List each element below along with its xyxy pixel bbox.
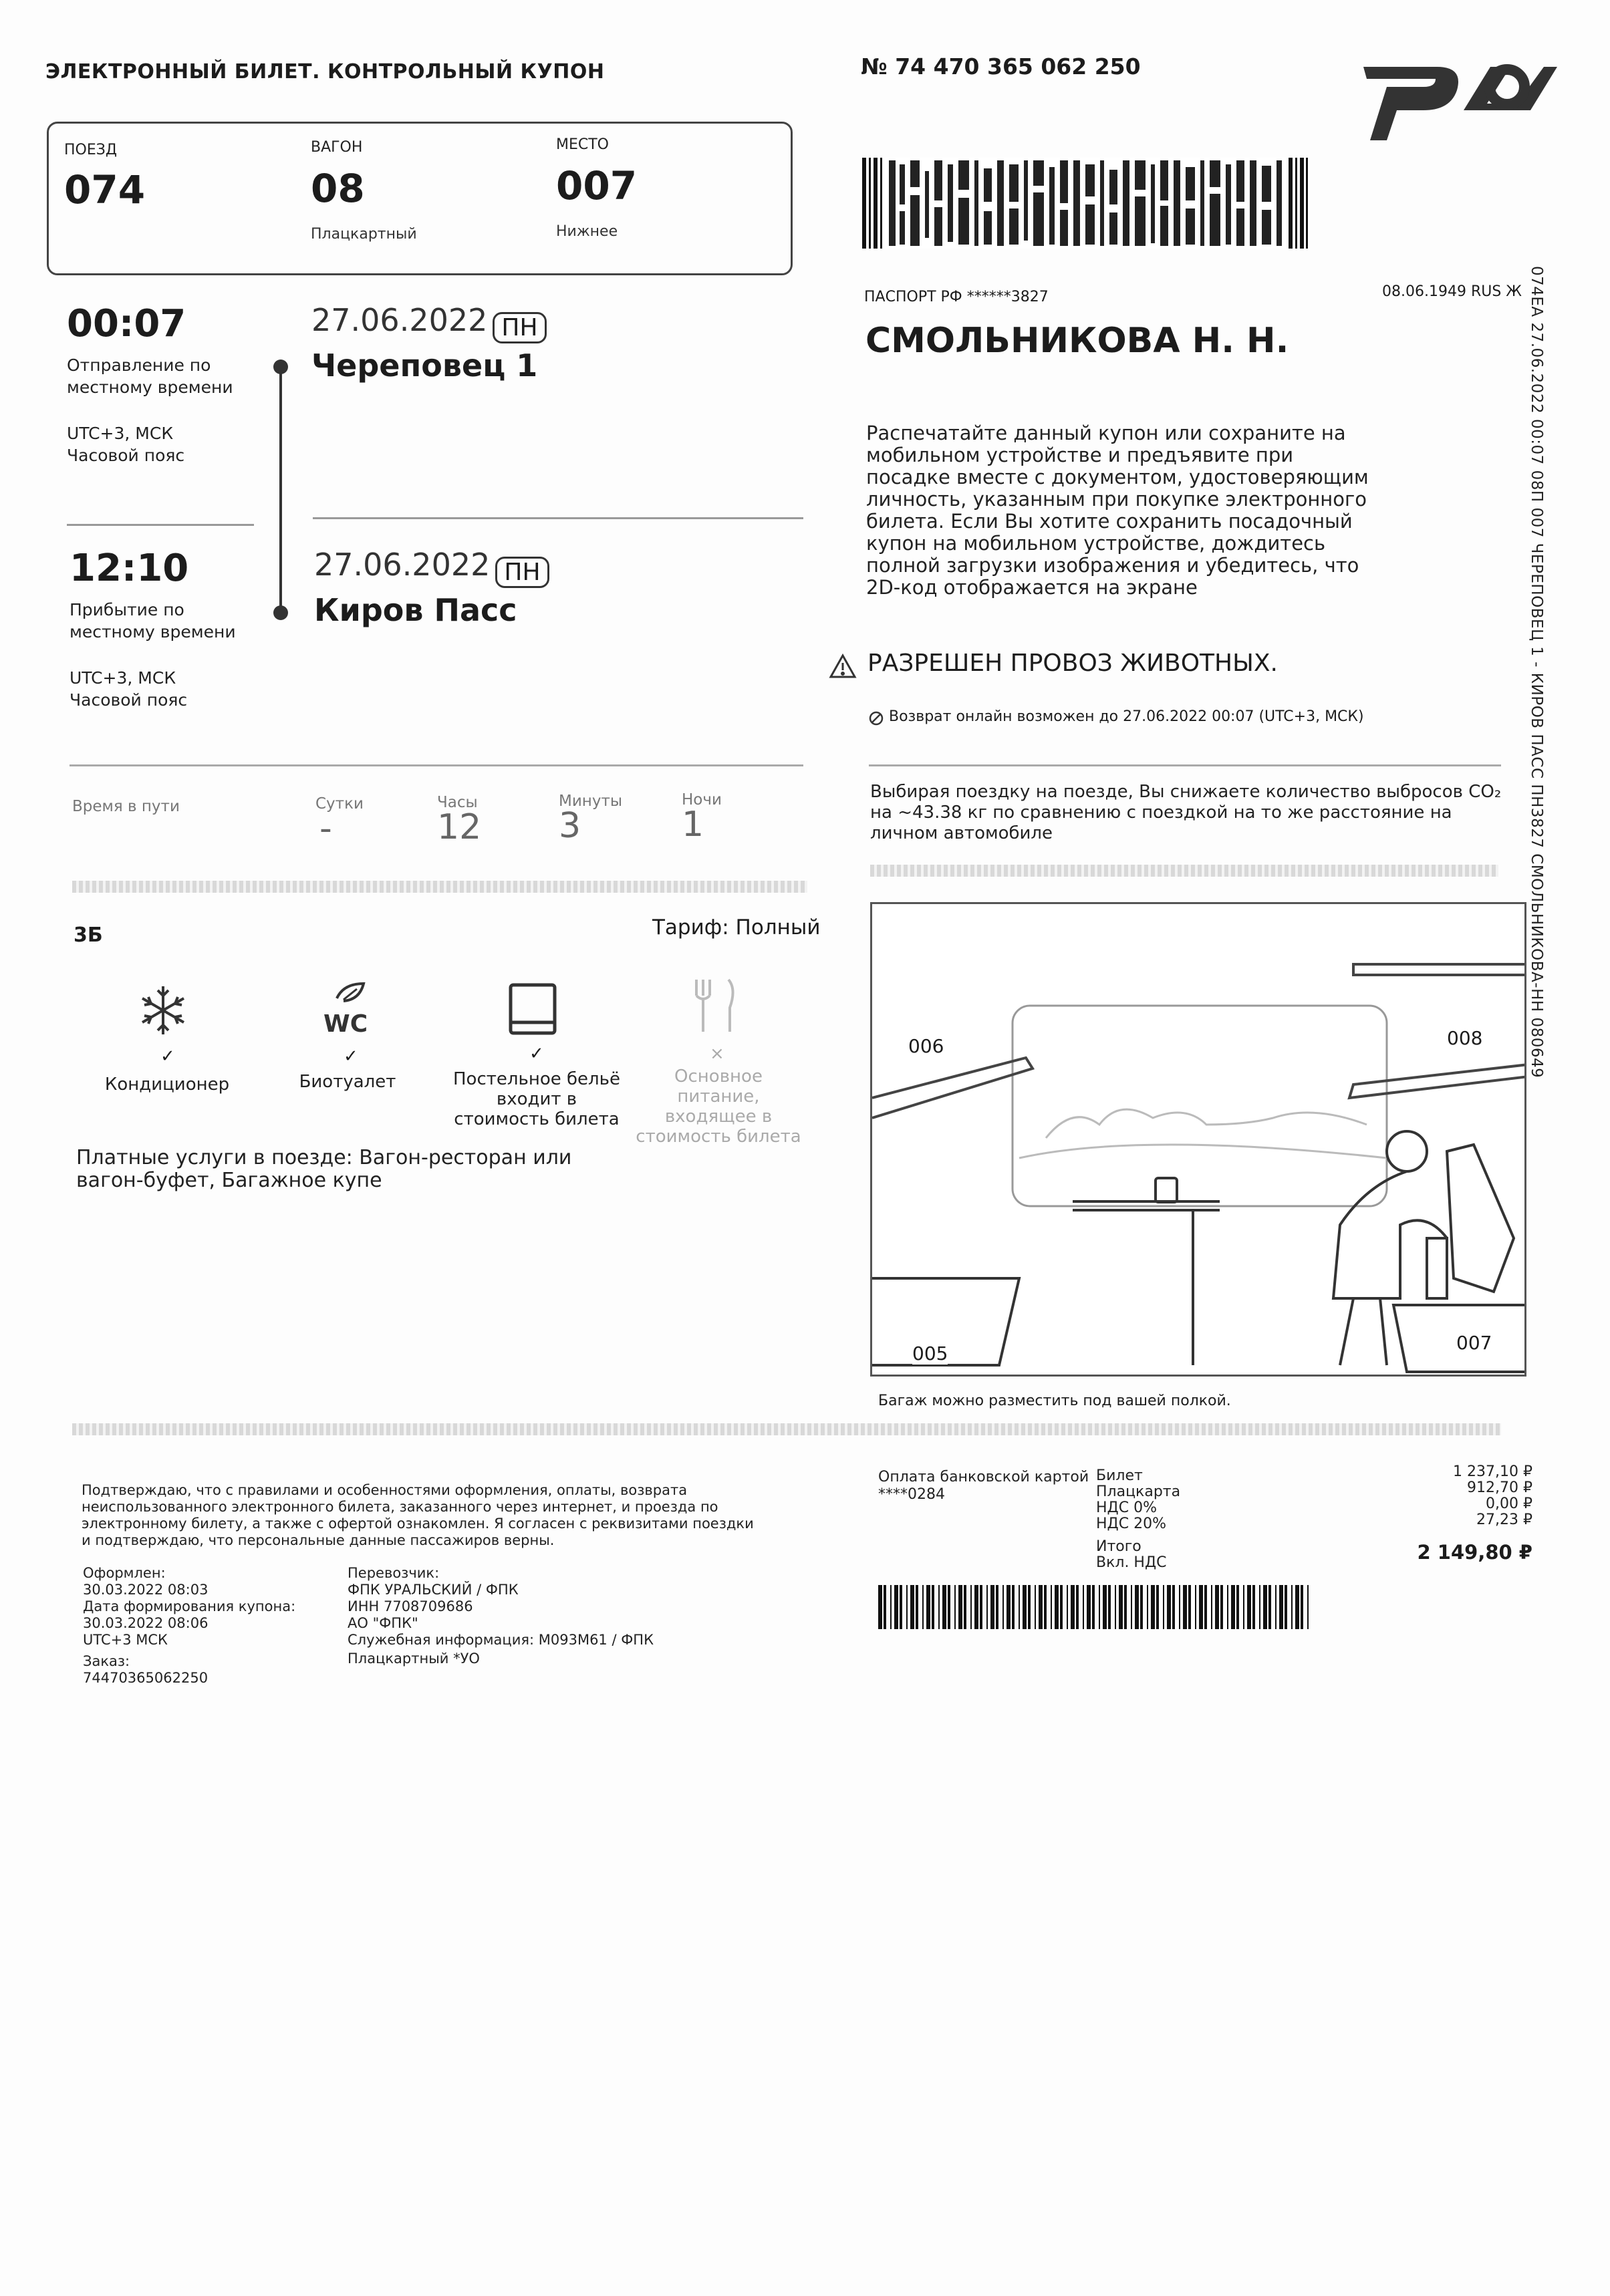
train-label: ПОЕЗД (64, 142, 118, 158)
amenity-label: Основное питание, входящее в стоимость билета (636, 1066, 801, 1147)
perforation-divider (72, 881, 807, 893)
arrival-date-row (314, 547, 549, 588)
carrier-label: Перевозчик: (348, 1565, 440, 1581)
total-vat-label: Вкл. НДС (1096, 1554, 1167, 1571)
agreement-text: Подтверждаю, что с правилами и особенностями оформления, оплаты, возврата неиспользованного электронного билета, заказанного через интернет, и проезда по электронному билету, а также с офертой ознакомлен. Я согласен с реквизитами поездки и подтверждаю, что персональные данные пассажиров верны. (82, 1482, 754, 1548)
birth-info: 08.06.1949 RUS Ж (1382, 283, 1522, 300)
arrival-time-note-1: Прибытие по (70, 600, 184, 619)
co2-note: Выбирая поездку на поезде, Вы снижаете количество выбросов CO₂ на ~43.38 кг по сравнению с поездкой на то же расстояние на личном автомобиле (870, 782, 1502, 843)
seat-number: 007 (556, 163, 638, 208)
amenity-check: ✓ (344, 1046, 358, 1066)
arrival-day-badge: ПН (495, 557, 549, 588)
departure-date-row (311, 302, 547, 343)
car-number: 08 (311, 166, 365, 211)
perforation-divider (870, 865, 1498, 877)
carrier-name: ФПК УРАЛЬСКИЙ / ФПК (348, 1582, 519, 1598)
ticket-number: № 74 470 365 062 250 (861, 53, 1141, 80)
payment-method: Оплата банковской картой (878, 1469, 1089, 1485)
price-row-value: 0,00 ₽ (1486, 1495, 1532, 1512)
seat-label-008: 008 (1447, 1027, 1483, 1049)
coupon-date: 30.03.2022 08:06 (83, 1615, 209, 1631)
amenity-label: Кондиционер (104, 1074, 230, 1095)
seat-type: Нижнее (556, 223, 618, 240)
total-label: Итого (1096, 1538, 1142, 1555)
divider (67, 524, 254, 526)
arrival-tz: UTC+3, МСК (70, 668, 176, 688)
arrival-date: 27.06.2022 (314, 547, 491, 583)
side-ticket-code: 074ЕА 27.06.2022 00:07 08П 007 ЧЕРЕПОВЕЦ 1 - КИРОВ ПАСС ПН3827 СМОЛЬНИКОВА-НН 080649 (1528, 266, 1545, 1079)
svg-text:WC: WC (323, 1010, 368, 1038)
price-row-value: 1 237,10 ₽ (1453, 1463, 1532, 1480)
departure-day-badge: ПН (493, 312, 546, 343)
departure-tz: UTC+3, МСК (67, 424, 174, 443)
amenity-check: ✓ (529, 1044, 544, 1064)
duration-hours-label: Часы (437, 794, 478, 811)
wc-icon (317, 978, 377, 1041)
departure-time-note-1: Отправление по (67, 355, 211, 375)
divider (70, 764, 803, 766)
service-class: 3Б (74, 923, 103, 947)
perforation-divider (72, 1423, 1501, 1435)
coupon-date-label: Дата формирования купона: (83, 1598, 296, 1614)
coupon-tz: UTC+3 МСК (83, 1632, 168, 1648)
refund-note: Возврат онлайн возможен до 27.06.2022 00:07 (UTC+3, МСК) (889, 708, 1364, 725)
seat-label-006: 006 (908, 1035, 944, 1057)
document-title: ЭЛЕКТРОННЫЙ БИЛЕТ. КОНТРОЛЬНЫЙ КУПОН (45, 60, 605, 84)
duration-hours-value: 12 (437, 807, 482, 847)
no-refund-icon (869, 711, 884, 728)
departure-station: Череповец 1 (311, 347, 538, 384)
seat-label-005: 005 (912, 1342, 948, 1365)
duration-minutes-label: Минуты (559, 793, 622, 810)
amenity-cross: × (710, 1044, 724, 1064)
divider (869, 764, 1501, 766)
order-number: 74470365062250 (83, 1670, 209, 1686)
train-info-box (47, 122, 793, 275)
meal-icon (688, 976, 742, 1038)
departure-time-note-2: местному времени (67, 378, 233, 397)
route-start-dot (273, 360, 288, 374)
price-row-label: НДС 0% (1096, 1499, 1157, 1516)
price-row-value: 912,70 ₽ (1467, 1479, 1532, 1496)
snowflake-icon (136, 984, 190, 1040)
arrival-station: Киров Пасс (314, 592, 517, 628)
arrival-time-note-2: местному времени (70, 622, 236, 641)
price-row-label: НДС 20% (1096, 1516, 1166, 1532)
price-row-label: Билет (1096, 1467, 1143, 1484)
2d-barcode (862, 158, 1309, 249)
duration-days-value: - (319, 809, 332, 849)
amenity-label: Постельное бельё входит в стоимость билета (453, 1069, 620, 1129)
issued-label: Оформлен: (83, 1565, 166, 1581)
departure-date: 27.06.2022 (311, 302, 488, 338)
duration-label: Время в пути (72, 798, 180, 815)
illustration-caption: Багаж можно разместить под вашей полкой. (878, 1393, 1231, 1409)
order-label: Заказ: (83, 1653, 130, 1669)
divider (313, 517, 803, 519)
duration-minutes-value: 3 (559, 806, 581, 846)
car-label: ВАГОН (311, 139, 363, 156)
duration-days-label: Сутки (315, 795, 364, 813)
issued-date: 30.03.2022 08:03 (83, 1582, 209, 1598)
animals-notice: РАЗРЕШЕН ПРОВОЗ ЖИВОТНЫХ. (867, 650, 1278, 677)
compartment-illustration (870, 902, 1526, 1377)
departure-tz-note: Часовой пояс (67, 446, 185, 465)
total-value: 2 149,80 ₽ (1417, 1541, 1532, 1564)
route-line (279, 366, 282, 613)
arrival-tz-note: Часовой пояс (70, 690, 188, 710)
amenity-check: ✓ (160, 1046, 175, 1066)
duration-nights-value: 1 (682, 805, 704, 845)
departure-time: 00:07 (67, 302, 186, 345)
linear-barcode (878, 1585, 1313, 1629)
duration-nights-label: Ночи (682, 791, 722, 809)
instructions-text: Распечатайте данный купон или сохраните на мобильном устройстве и предъявите при посадке вместе с документом, удостоверяющим личность, указанным при покупке электронного билета. Если Вы хотите сохранить посадочный купон на мобильном устройстве, дождитесь полной загрузки изображения и убедитесь, что 2D-код отображается на экране (866, 422, 1369, 599)
payment-card: ****0284 (878, 1486, 945, 1503)
seat-label: МЕСТО (556, 136, 609, 153)
arrival-time: 12:10 (70, 547, 189, 590)
rzd-logo (1357, 47, 1557, 140)
route-end-dot (273, 605, 288, 620)
amenity-label: Биотуалет (299, 1072, 396, 1092)
passenger-name: СМОЛЬНИКОВА Н. Н. (865, 321, 1289, 361)
bedding-icon (507, 981, 560, 1040)
price-row-label: Плацкарта (1096, 1483, 1181, 1500)
carrier-company: АО "ФПК" (348, 1615, 418, 1631)
train-number: 074 (64, 167, 146, 212)
passport: ПАСПОРТ РФ ******3827 (864, 289, 1049, 305)
carrier-inn: ИНН 7708709686 (348, 1598, 473, 1614)
price-row-value: 27,23 ₽ (1476, 1512, 1532, 1528)
car-type: Плацкартный (311, 226, 417, 243)
tariff: Тариф: Полный (652, 915, 821, 940)
service-info: Служебная информация: М093М61 / ФПК (348, 1632, 654, 1648)
seat-label-007: 007 (1456, 1332, 1492, 1354)
warning-icon (829, 654, 857, 682)
service-class-code: Плацкартный *УО (348, 1651, 480, 1667)
paid-services: Платные услуги в поезде: Вагон-ресторан или вагон-буфет, Багажное купе (76, 1146, 572, 1192)
